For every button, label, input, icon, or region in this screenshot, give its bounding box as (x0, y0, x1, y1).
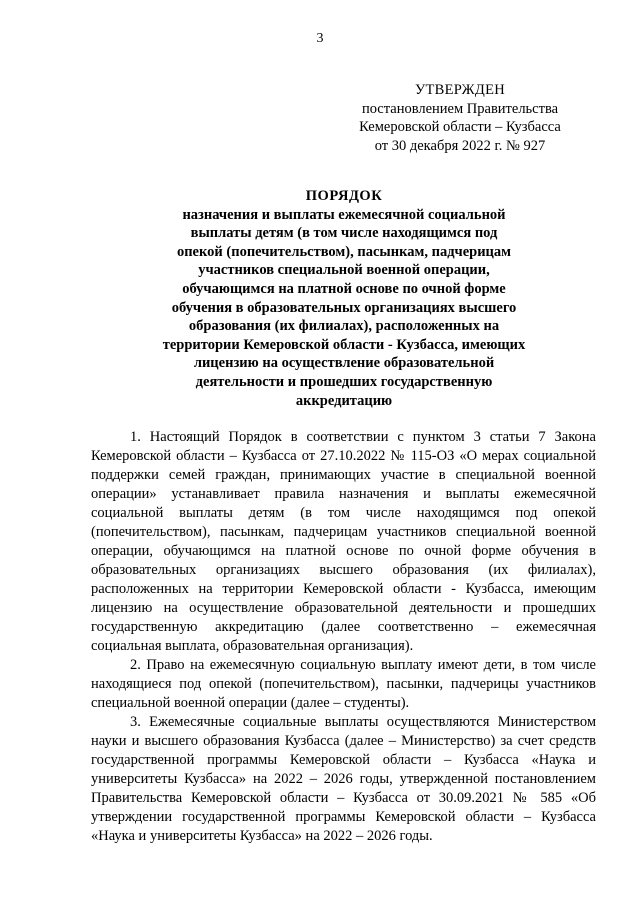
approval-stamp (340, 81, 580, 155)
title-line: участников специальной военной операции, (198, 262, 490, 279)
approval-heading: УТВЕРЖДЕН (414, 82, 506, 98)
title-line: лицензию на осуществление образовательной (193, 355, 495, 372)
title-heading: ПОРЯДОК (305, 188, 383, 204)
title-line: аккредитацию (295, 392, 393, 409)
approval-line: от 30 декабря 2022 г. № 927 (374, 137, 546, 154)
approval-line: Кемеровской области – Кузбасса (359, 119, 561, 135)
approval-line: постановлением Правительства (361, 100, 559, 117)
document-body (91, 428, 596, 846)
title-line: образования (их филиалах), расположенных на (188, 318, 500, 335)
paragraph-3: 3. Ежемесячные социальные выплаты осуществляются Министерством науки и высшего образования Кузбасса (далее – Министерство) за счет средств государственной программы Кемеровской области – Кузбасса «Наука и университеты Кузбасса» на 2022 – 2026 годы, утвержденной постановлением Правительства Кемеровской области – Кузбасса от 30.09.2021 № 585 «Об утверждении государственной программы Кемеровской области – Кузбасса «Наука и университеты Кузбасса» на 2022 – 2026 годы. (91, 714, 596, 844)
page-number: 3 (316, 31, 324, 46)
title-line: выплаты детям (в том числе находящимся под (190, 225, 498, 242)
title-line: обучения в образовательных организациях высшего (171, 299, 517, 316)
title-line: территории Кемеровской области - Кузбасса, имеющих (162, 336, 526, 353)
paragraph-2: 2. Право на ежемесячную социальную выплату имеют дети, в том числе находящиеся под опекой (попечительством), пасынки, падчерицы участников специальной военной операции (далее – студенты). (91, 657, 596, 711)
document-title (0, 187, 640, 410)
title-line: опекой (попечительством), пасынкам, падчерицам (176, 243, 512, 260)
title-line: обучающимся на платной основе по очной форме (182, 280, 506, 297)
paragraph-1: 1. Настоящий Порядок в соответствии с пунктом 3 статьи 7 Закона Кемеровской области – Кузбасса от 27.10.2022 № 115-ОЗ «О мерах социальной поддержки семей граждан, принимающих участие в специальной военной операции» устанавливает правила назначения и выплаты ежемесячной социальной выплаты детям (в том числе находящимся под опекой (попечительством), пасынкам, падчерицам участников специальной военной операции, обучающимся на платной основе по очной форме обучения в образовательных организациях высшего образования (их филиалах), расположенных на территории Кемеровской области - Кузбасса, имеющим лицензию на осуществление образовательной деятельности и прошедших государственную аккредитацию (далее соответственно – ежемесячная социальная выплата, образовательная организация). (91, 429, 596, 654)
title-line: деятельности и прошедших государственную (195, 373, 493, 390)
title-line: назначения и выплаты ежемесячной социальной (182, 206, 506, 223)
